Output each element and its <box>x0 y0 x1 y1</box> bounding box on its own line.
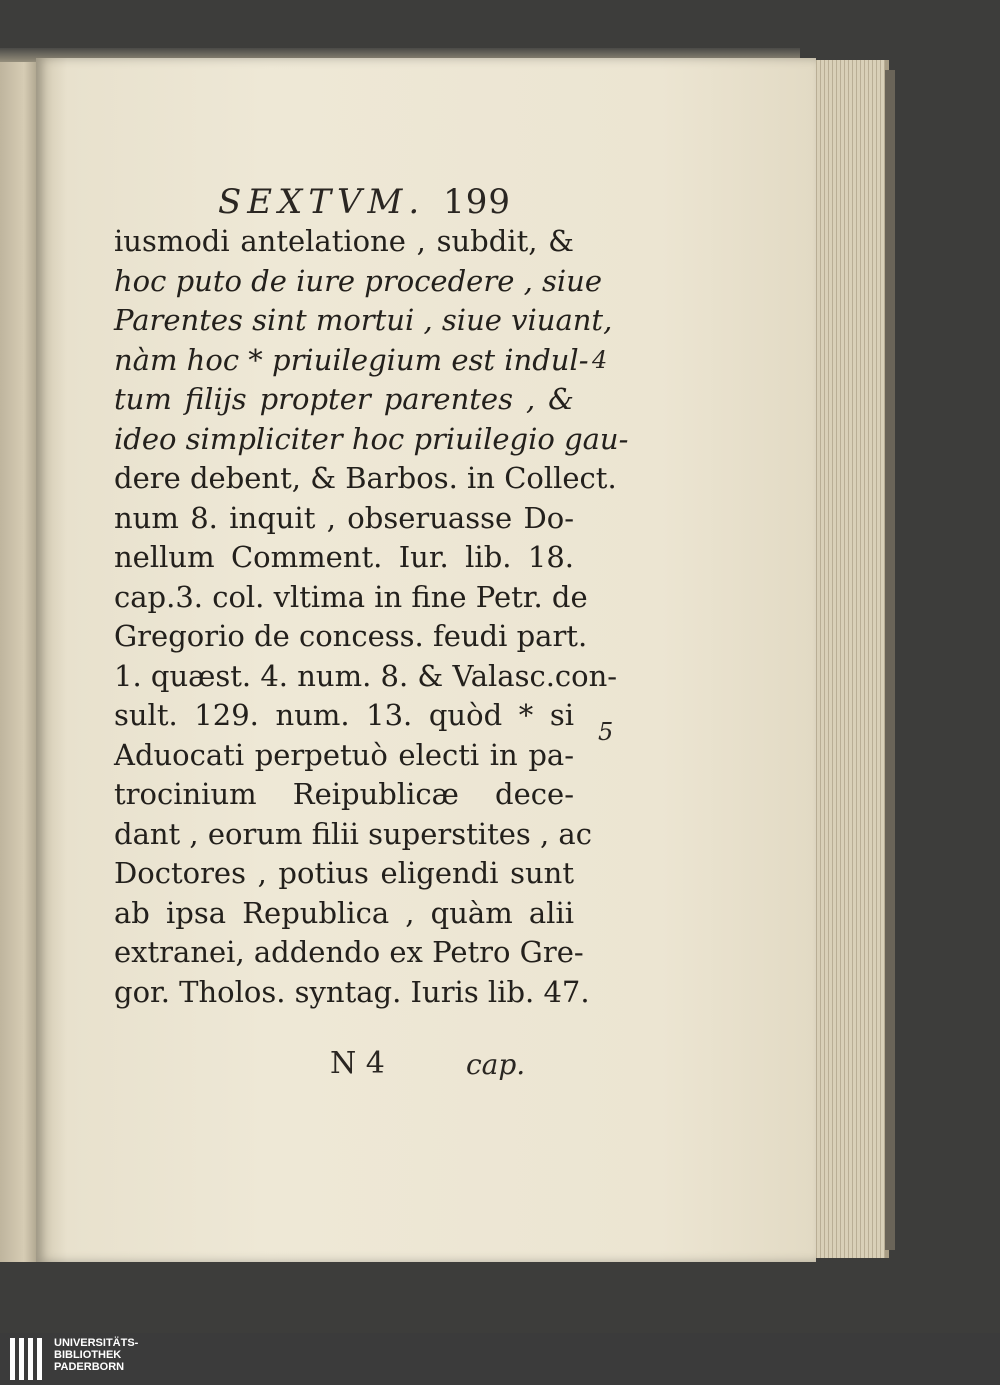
text-line: nellum Comment. Iur. lib. 18. <box>114 540 574 574</box>
text-line: ideo simpliciter hoc priuilegio gau- <box>114 421 629 456</box>
library-logo-line: UNIVERSITÄTS- <box>54 1337 139 1349</box>
text-line: num 8. inquit , obseruasse Do- <box>114 500 574 535</box>
library-logo-line: PADERBORN <box>54 1361 125 1373</box>
text-line: 1. quæst. 4. num. 8. & Valasc.con- <box>114 658 618 693</box>
text-line: Gregorio de concess. feudi part. <box>114 619 588 653</box>
text-line: gor. Tholos. syntag. Iuris lib. 47. <box>114 974 590 1009</box>
text-line: sult. 129. num. 13. quòd * si <box>114 698 574 732</box>
footer-bar <box>0 1333 1000 1385</box>
text-line: iusmodi antelatione , subdit, & <box>114 224 574 258</box>
text-line: ab ipsa Republica , quàm alii <box>114 895 574 930</box>
text-line: dant , eorum filii superstites , ac <box>114 816 592 851</box>
text-line: Parentes sint mortui , siue viuant, <box>114 303 613 337</box>
marginal-note: 4 <box>592 346 608 374</box>
body-text <box>114 222 629 1012</box>
running-head-title: SEXTVM. <box>218 182 426 222</box>
text-line: tum filijs propter parentes , & <box>114 382 574 416</box>
library-logo-text <box>54 1337 138 1373</box>
library-logo-line: BIBLIOTHEK <box>54 1349 122 1361</box>
text-line: Doctores , potius eligendi sunt <box>114 856 574 890</box>
page-stack <box>805 60 889 1258</box>
text-line: trocinium Reipublicæ dece- <box>114 777 574 811</box>
facing-page-edge <box>0 62 40 1262</box>
library-logo-icon <box>10 1338 50 1380</box>
running-head <box>218 182 578 226</box>
book-cover-edge <box>885 70 895 1250</box>
signature-mark: N 4 <box>330 1046 385 1081</box>
marginal-note: 5 <box>598 718 614 746</box>
text-line: Aduocati perpetuò electi in pa- <box>114 737 574 772</box>
page-number: 199 <box>443 182 512 222</box>
catchword: cap. <box>466 1048 526 1081</box>
text-line: nàm hoc * priuilegium est indul- <box>114 342 589 377</box>
text-line: extranei, addendo ex Petro Gre- <box>114 935 584 969</box>
text-line: cap.3. col. vltima in fine Petr. de <box>114 579 588 614</box>
text-line: dere debent, & Barbos. in Collect. <box>114 461 617 495</box>
text-line: hoc puto de iure procedere , siue <box>114 263 603 298</box>
